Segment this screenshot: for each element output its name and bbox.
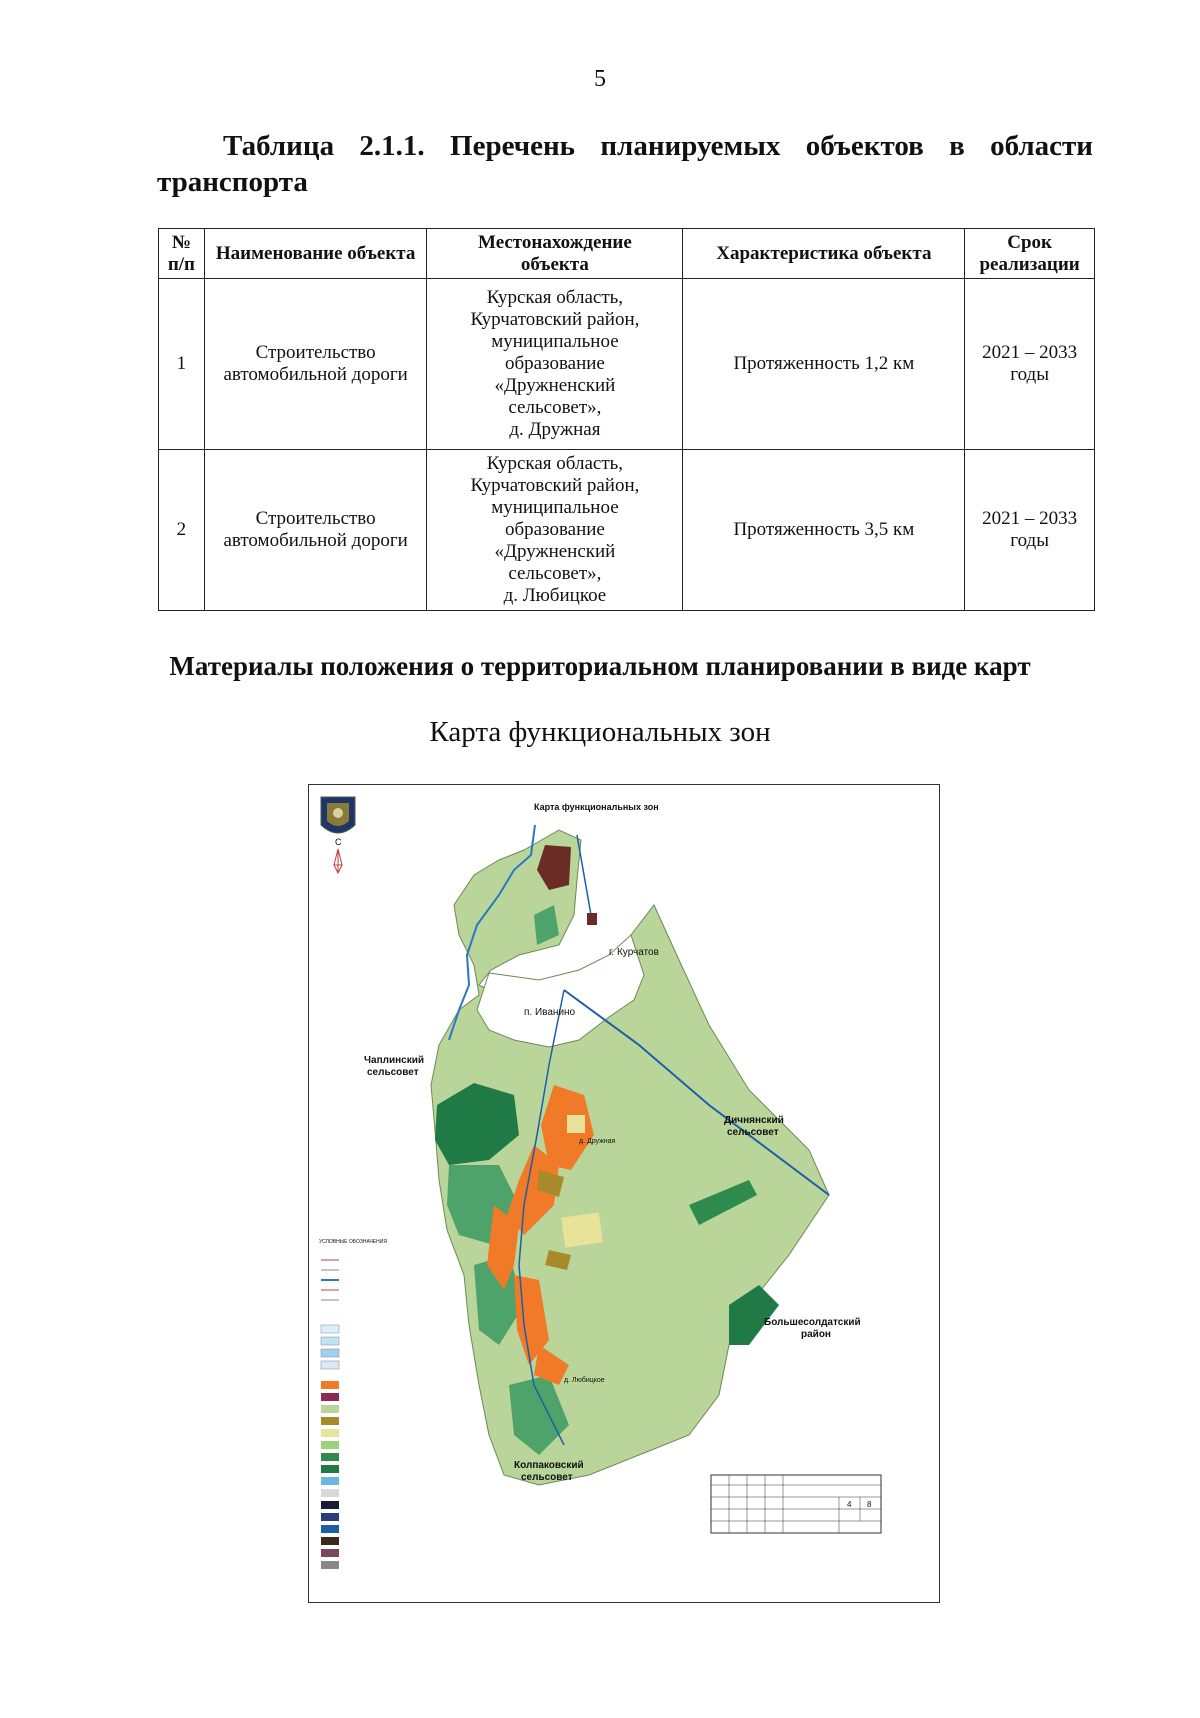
cell-term-line2: годы — [1010, 530, 1049, 551]
cell-name-line1: Строительство — [255, 508, 376, 529]
cell-name-line2: автомобильной дороги — [223, 364, 408, 385]
legend-swatch — [321, 1429, 339, 1437]
legend-swatch — [321, 1393, 339, 1401]
label-dichnyansky-2: сельсовет — [727, 1127, 779, 1138]
compass-icon — [334, 837, 342, 873]
zone-industrial — [587, 913, 597, 925]
legend-swatch — [321, 1361, 339, 1369]
location-line: Курчатовский район, — [470, 309, 640, 330]
title-block-stamp — [711, 1475, 881, 1533]
cell-characteristic: Протяженность 1,2 км — [683, 279, 965, 450]
location-line: Курская область, — [486, 287, 624, 308]
legend-swatch — [321, 1417, 339, 1425]
cell-name-line2: автомобильной дороги — [223, 530, 408, 551]
legend-swatch — [321, 1453, 339, 1461]
zone-sand — [561, 1213, 603, 1248]
header-location-line2: объекта — [520, 253, 589, 275]
map-subtitle: Карта функциональных зон — [429, 716, 771, 748]
cell-characteristic: Протяженность 3,5 км — [683, 450, 965, 611]
legend-swatch — [321, 1489, 339, 1497]
legend-swatch — [321, 1465, 339, 1473]
stamp-sheets: 8 — [867, 1500, 872, 1509]
map-title: Карта функциональных зон — [534, 802, 659, 812]
location-line: муниципальное — [491, 497, 619, 518]
coat-of-arms-icon — [321, 797, 355, 833]
cell-location — [427, 279, 683, 450]
map-legend — [319, 1239, 387, 1569]
table-row — [159, 279, 1095, 450]
legend-swatch — [321, 1325, 339, 1333]
compass-label: С — [335, 837, 342, 847]
legend-swatch — [321, 1337, 339, 1345]
label-chaplinsky-1: Чаплинский — [364, 1055, 425, 1066]
table-row — [159, 450, 1095, 611]
header-term — [965, 229, 1095, 279]
location-line: «Дружненский — [494, 375, 616, 396]
zone-sand — [567, 1115, 585, 1133]
label-kolpakovsky-1: Колпаковский — [514, 1460, 584, 1471]
legend-swatch — [321, 1513, 339, 1521]
cell-num: 2 — [159, 450, 205, 611]
cell-term — [965, 450, 1095, 611]
header-location — [427, 229, 683, 279]
label-druzhnaya: д. Дружная — [579, 1138, 616, 1145]
location-line: образование — [504, 519, 605, 540]
legend-swatch — [321, 1537, 339, 1545]
cell-term — [965, 279, 1095, 450]
legend-swatch — [321, 1381, 339, 1389]
header-term-line2: реализации — [979, 253, 1080, 275]
transport-objects-table — [158, 228, 1095, 611]
location-line: сельсовет», — [508, 397, 602, 418]
location-line: сельсовет», — [508, 563, 602, 584]
header-num-line1: № — [171, 231, 191, 253]
label-chaplinsky-2: сельсовет — [367, 1067, 419, 1078]
location-line: д. Любицкое — [503, 585, 607, 606]
location-line: образование — [504, 353, 605, 374]
label-bolsheoldatsky-1: Большесолдатский — [764, 1317, 861, 1328]
cell-location — [427, 450, 683, 611]
label-dichnyansky-1: Дичнянский — [724, 1115, 784, 1126]
table-header-row — [159, 229, 1095, 279]
legend-swatch — [321, 1477, 339, 1485]
functional-zones-map — [308, 784, 940, 1603]
legend-swatch — [321, 1549, 339, 1557]
cell-name — [204, 450, 427, 611]
cell-term-line2: годы — [1010, 364, 1049, 385]
road — [577, 835, 591, 915]
cell-name-line1: Строительство — [255, 342, 376, 363]
location-line: Курчатовский район, — [470, 475, 640, 496]
legend-swatch — [321, 1501, 339, 1509]
cell-num: 1 — [159, 279, 205, 450]
cell-name — [204, 279, 427, 450]
cell-term-line1: 2021 – 2033 — [982, 342, 1078, 363]
page-number: 5 — [594, 66, 606, 92]
table-caption-line2: транспорта — [157, 166, 308, 198]
legend-title: УСЛОВНЫЕ ОБОЗНАЧЕНИЯ — [319, 1239, 387, 1245]
legend-swatch — [321, 1349, 339, 1357]
label-kurchatov: г. Курчатов — [609, 947, 659, 958]
stamp-sheet: 4 — [847, 1500, 852, 1509]
header-term-line1: Срок — [1007, 231, 1052, 253]
table-caption-line1: Таблица 2.1.1. Перечень планируемых объектов в области — [223, 130, 1093, 162]
label-ivanino: п. Иванино — [524, 1007, 576, 1018]
header-num-line2: п/п — [167, 253, 196, 275]
section-heading: Материалы положения о территориальном планировании в виде карт — [169, 651, 1031, 681]
location-line: д. Дружная — [509, 419, 601, 440]
label-kolpakovsky-2: сельсовет — [521, 1472, 573, 1483]
legend-swatch — [321, 1405, 339, 1413]
legend-swatch — [321, 1441, 339, 1449]
header-num — [159, 229, 205, 279]
legend-swatch — [321, 1525, 339, 1533]
header-location-line1: Местонахождение — [478, 231, 632, 253]
cell-term-line1: 2021 – 2033 — [982, 508, 1078, 529]
table-caption — [157, 128, 1093, 200]
header-name: Наименование объекта — [204, 229, 427, 279]
legend-swatch — [321, 1561, 339, 1569]
map-canvas — [309, 785, 939, 1602]
header-characteristic: Характеристика объекта — [683, 229, 965, 279]
label-bolsheoldatsky-2: район — [801, 1329, 831, 1340]
location-line: «Дружненский — [494, 541, 616, 562]
location-line: Курская область, — [486, 453, 624, 474]
location-line: муниципальное — [491, 331, 619, 352]
label-lyubitskoe: д. Любицкое — [564, 1377, 605, 1384]
